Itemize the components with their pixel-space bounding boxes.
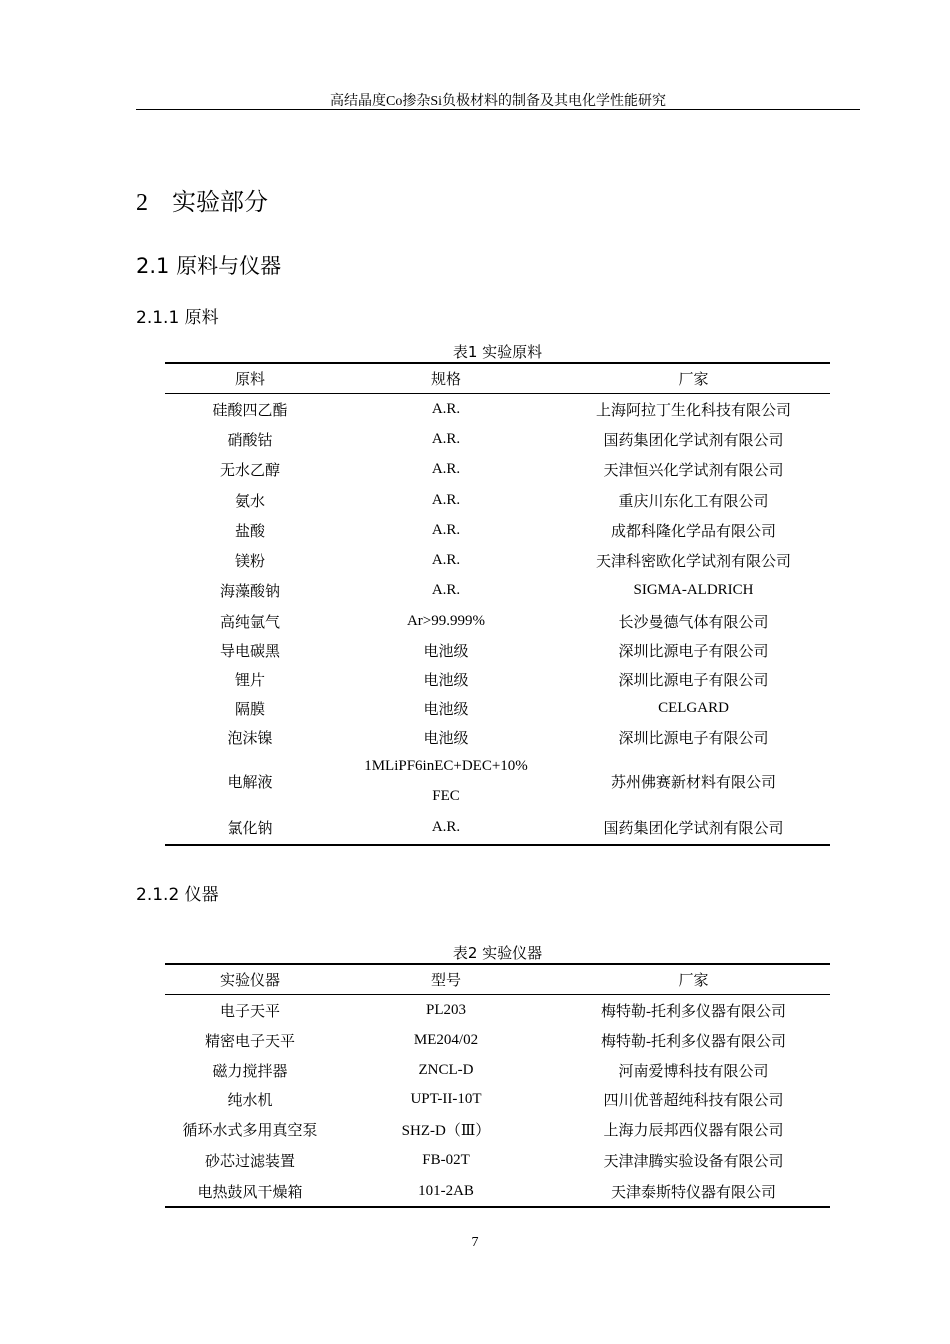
table-cell: SIGMA-ALDRICH	[633, 582, 754, 598]
table1-caption: 表1 实验原料	[452, 343, 543, 361]
table-cell: A.R.	[335, 811, 557, 845]
column-header: 型号	[335, 964, 557, 995]
table-row	[165, 665, 830, 694]
table-row	[165, 454, 830, 485]
table-cell: 成都科隆化学品有限公司	[610, 523, 776, 540]
table-row	[165, 606, 830, 636]
table-cell: CELGARD	[658, 700, 729, 716]
table-cell: 长沙曼德气体有限公司	[618, 614, 769, 631]
table-cell: 101-2AB	[335, 1176, 557, 1207]
table-cell: ME204/02	[413, 1031, 479, 1048]
table-cell: 梅特勒-托利多仪器有限公司	[601, 1003, 786, 1020]
subsubsection-heading-instruments: 2.1.2 仪器	[136, 885, 219, 905]
table-cell: 河南爱博科技有限公司	[618, 1063, 769, 1080]
page-number: 7	[471, 1235, 479, 1250]
table-cell: A.R.	[431, 582, 461, 598]
table-row	[165, 545, 830, 575]
table-cell: 国药集团化学试剂有限公司	[557, 811, 830, 845]
header-rule	[136, 109, 860, 110]
table-row	[165, 424, 830, 454]
table-cell: 梅特勒-托利多仪器有限公司	[601, 1033, 786, 1050]
table-row	[165, 394, 830, 425]
table-cell: 导电碳黑	[219, 644, 280, 660]
table-cell: A.R.	[431, 430, 461, 447]
table-cell: 苏州佛赛新材料有限公司	[610, 774, 776, 791]
table-cell: 隔膜	[234, 702, 265, 718]
table-cell: 海藻酸钠	[219, 584, 280, 600]
table-cell: 上海力辰邦西仪器有限公司	[603, 1122, 784, 1139]
column-header: 实验仪器	[165, 964, 335, 995]
table-cell: 硝酸钴	[227, 432, 273, 449]
table-cell: ZNCL-D	[418, 1061, 474, 1078]
table-cell: 电解液	[227, 774, 273, 791]
table-cell: 循环水式多用真空泵	[182, 1122, 318, 1139]
table-cell: 天津恒兴化学试剂有限公司	[603, 463, 784, 479]
column-header: 厂家	[557, 964, 830, 995]
table-row	[165, 751, 830, 811]
table-cell: 电池级	[423, 673, 469, 689]
table-cell: A.R.	[431, 491, 461, 508]
table-cell: 天津泰斯特仪器有限公司	[557, 1176, 830, 1207]
table-cell: 磁力搅拌器	[212, 1063, 288, 1080]
cell-line: 1MLiPF6inEC+DEC+10%	[364, 758, 528, 774]
table-cell: 精密电子天平	[204, 1033, 295, 1050]
running-header: 高结晶度Co掺杂Si负极材料的制备及其电化学性能研究	[329, 94, 666, 109]
table-header-row	[165, 363, 830, 394]
table-row	[165, 485, 830, 515]
table-cell: 重庆川东化工有限公司	[618, 493, 769, 510]
table-cell: 无水乙醇	[219, 463, 280, 479]
table-cell: UPT-II-10T	[410, 1091, 482, 1107]
column-header: 原料	[165, 363, 335, 394]
table-cell: A.R.	[431, 400, 461, 417]
table2-caption: 表2 实验仪器	[452, 944, 543, 962]
table-row	[165, 515, 830, 545]
table-row	[165, 636, 830, 665]
table-cell: 电池级	[423, 702, 469, 718]
table-cell: 泡沫镍	[227, 730, 273, 747]
table-cell: SHZ-D（Ⅲ）	[401, 1122, 491, 1139]
instruments-table	[165, 963, 830, 1208]
table-cell: 锂片	[234, 673, 265, 689]
table-row	[165, 1055, 830, 1085]
table-row	[165, 575, 830, 606]
table-cell: 电热鼓风干燥箱	[165, 1176, 335, 1207]
table-cell: 深圳比源电子有限公司	[618, 673, 769, 689]
table-row	[165, 1176, 830, 1207]
table-cell: A.R.	[431, 551, 461, 568]
table-cell: 氨水	[234, 493, 265, 510]
table-cell: 砂芯过滤装置	[204, 1153, 295, 1170]
table-row	[165, 694, 830, 723]
table-cell: A.R.	[431, 461, 461, 477]
table-cell: 氯化钠	[165, 811, 335, 845]
section-heading	[136, 182, 268, 217]
table-cell: 电池级	[423, 730, 469, 747]
table-cell: 纯水机	[227, 1093, 273, 1109]
table-cell: 镁粉	[234, 553, 265, 570]
column-header: 厂家	[557, 363, 830, 394]
table-cell: 硅酸四乙酯	[212, 402, 288, 419]
table-row	[165, 811, 830, 845]
table-cell: 国药集团化学试剂有限公司	[603, 432, 784, 449]
table-cell: PL203	[425, 1001, 466, 1018]
table-cell: Ar>99.999%	[406, 612, 486, 629]
cell-line: FEC	[432, 788, 460, 804]
table-cell: 四川优普超纯科技有限公司	[603, 1093, 784, 1109]
table-cell: 高纯氩气	[219, 614, 280, 631]
table-row	[165, 723, 830, 751]
table-cell: FB-02T	[422, 1151, 470, 1168]
table-cell	[335, 751, 557, 811]
column-header: 规格	[335, 363, 557, 394]
table-row	[165, 1114, 830, 1144]
section-number: 2	[136, 190, 148, 216]
table-row	[165, 1085, 830, 1114]
table-header-row	[165, 964, 830, 995]
table-cell: 天津津腾实验设备有限公司	[603, 1153, 784, 1170]
table-cell: 上海阿拉丁生化科技有限公司	[595, 402, 791, 419]
materials-table	[165, 362, 830, 846]
table-cell: A.R.	[431, 521, 461, 538]
table-cell: 电池级	[423, 644, 469, 660]
table-row	[165, 995, 830, 1026]
table-cell: 深圳比源电子有限公司	[618, 730, 769, 747]
section-title: 实验部分	[172, 188, 268, 216]
table-cell: 盐酸	[234, 523, 265, 540]
table-cell: 天津科密欧化学试剂有限公司	[595, 553, 791, 570]
table-row	[165, 1144, 830, 1176]
subsection-heading: 2.1 原料与仪器	[136, 254, 282, 278]
table-row	[165, 1025, 830, 1055]
table-cell: 电子天平	[219, 1003, 280, 1020]
table-cell: 深圳比源电子有限公司	[618, 644, 769, 660]
subsubsection-heading-materials: 2.1.1 原料	[136, 308, 219, 328]
